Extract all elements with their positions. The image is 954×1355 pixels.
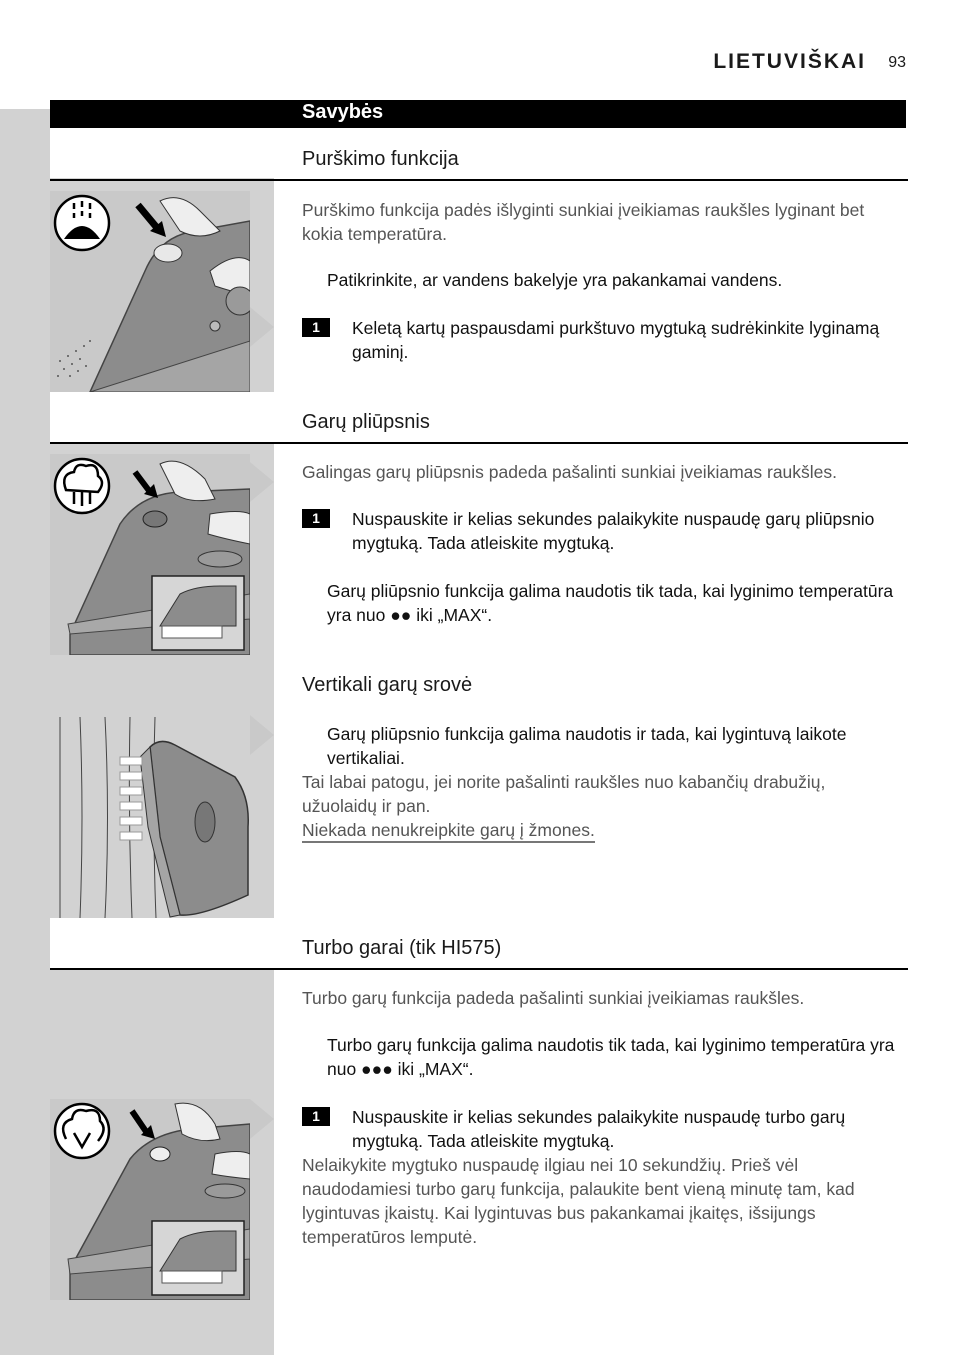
section-title-spray: Purškimo funkcija (302, 148, 459, 170)
step-marker: 1 (302, 1107, 330, 1126)
shot-note: Garų pliūpsnio funkcija galima naudotis tik tada, kai lyginimo temperatūra yra nuo ●● iki „MAX“. (327, 581, 894, 625)
shot-intro: Galingas garų pliūpsnis padeda pašalinti sunkiai įveikiamas raukšles. (302, 462, 838, 482)
spray-step: Keletą kartų paspausdami purkštuvo mygtuką sudrėkinkite lyginamą gaminį. (352, 318, 880, 362)
main-title: Savybės (302, 101, 384, 123)
section-rule (50, 179, 908, 181)
shot-illustration (50, 454, 250, 655)
section-title-shot: Garų pliūpsnis (302, 411, 430, 433)
vertical-warning: Niekada nenukreipkite garų į žmones. (302, 818, 902, 842)
vertical-text: Tai labai patogu, jei norite pašalinti raukšles nuo kabančių drabužių, užuolaidų ir pan. (302, 772, 826, 816)
pointer-arrow (250, 307, 274, 347)
section-rule (50, 442, 908, 444)
title-cell (50, 392, 274, 442)
turbo-text: Nelaikykite mygtuko nuspaudę ilgiau nei 10 sekundžių. Prieš vėl naudodamiesi turbo garų funkcija, palaukite bent vieną minutę tam, kad lygintuvas įkaistų. Kai lygintuvas bus pakankamai įkaitęs, išsijungs temperatūros lemputė. (302, 1155, 855, 1247)
spray-illustration (50, 191, 250, 392)
pointer-arrow (250, 715, 274, 755)
step-marker: 1 (302, 318, 330, 337)
title-cell (50, 128, 274, 178)
language-header: LIETUVIŠKAI (713, 50, 866, 73)
spray-intro: Purškimo funkcija padės išlyginti sunkiai įveikiamas raukšles lyginant bet kokia temperatūra. (302, 200, 865, 244)
vertical-illustration (50, 717, 250, 918)
pointer-arrow (250, 462, 274, 502)
main-title-bar (50, 100, 906, 128)
page-number: 93 (888, 54, 906, 71)
turbo-step: Nuspauskite ir kelias sekundes palaikykite nuspaudę turbo garų mygtuką. Tada atleiskite mygtuką. (352, 1107, 846, 1151)
turbo-note: Turbo garų funkcija galima naudotis tik tada, kai lyginimo temperatūra yra nuo ●●● iki „MAX“. (327, 1035, 895, 1079)
step-marker: 1 (302, 509, 330, 528)
turbo-intro: Turbo garų funkcija padeda pašalinti sunkiai įveikiamas raukšles. (302, 988, 805, 1008)
title-cell (50, 918, 274, 968)
turbo-illustration (50, 1099, 250, 1300)
section-title-turbo: Turbo garai (tik HI575) (302, 937, 502, 959)
section-title-vertical: Vertikali garų srovė (302, 674, 473, 696)
vertical-note: Garų pliūpsnio funkcija galima naudotis ir tada, kai lygintuvą laikote vertikaliai. (327, 724, 847, 768)
shot-step: Nuspauskite ir kelias sekundes palaikykite nuspaudę garų pliūpsnio mygtuką. Tada atleiskite mygtuką. (352, 509, 875, 553)
pointer-arrow (250, 1099, 274, 1139)
spray-note: Patikrinkite, ar vandens bakelyje yra pakankamai vandens. (327, 270, 783, 290)
section-rule (50, 968, 908, 970)
